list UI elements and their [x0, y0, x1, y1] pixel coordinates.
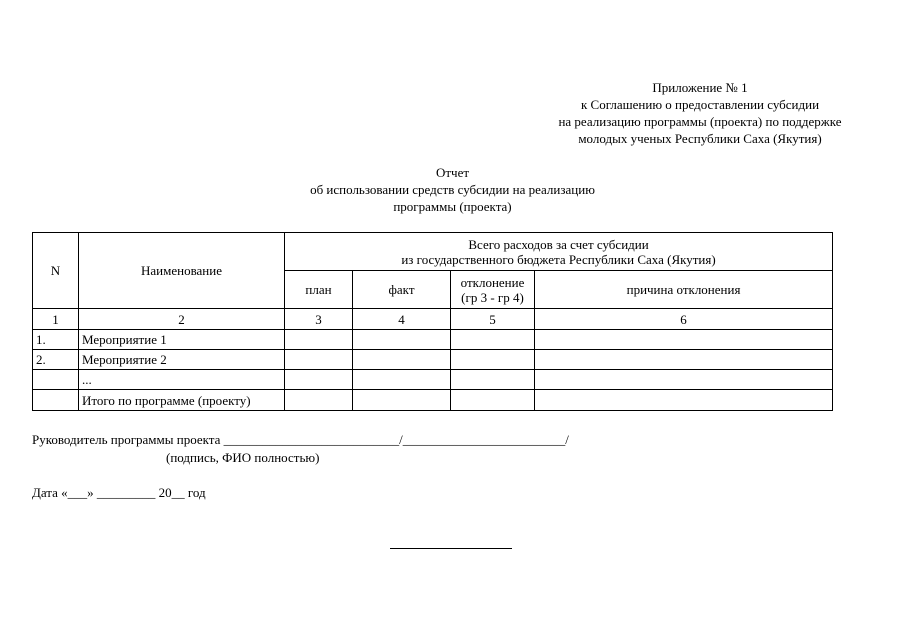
report-title-block: [250, 164, 655, 215]
header-deviation-line: (гр 3 - гр 4): [461, 289, 524, 305]
header-n: N: [33, 233, 79, 309]
row-number: [33, 390, 79, 411]
cell-plan: [285, 350, 353, 370]
cell-deviation: [451, 390, 535, 411]
header-name: Наименование: [79, 233, 285, 309]
cell-plan: [285, 330, 353, 350]
row-number: 2.: [33, 350, 79, 370]
header-plan: план: [285, 271, 353, 309]
appendix-block: [530, 79, 870, 147]
cell-fact: [353, 390, 451, 411]
header-expenses-group: [285, 233, 833, 271]
table-total-row: [33, 390, 833, 411]
column-number: 6: [535, 309, 833, 330]
date-line: Дата «___» _________ 20__ год: [32, 485, 206, 500]
signature-hint: (подпись, ФИО полностью): [166, 450, 320, 465]
signature-line: Руководитель программы проекта ___________________________/_________________________/: [32, 432, 569, 447]
table-row: [33, 370, 833, 390]
header-row: [33, 233, 833, 271]
cell-reason: [535, 390, 833, 411]
appendix-line: к Соглашению о предоставлении субсидии: [580, 97, 820, 112]
row-number: 1.: [33, 330, 79, 350]
header-deviation-line: отклонение: [460, 274, 525, 290]
cell-reason: [535, 370, 833, 390]
cell-deviation: [451, 370, 535, 390]
table-row: [33, 350, 833, 370]
appendix-line: молодых ученых Республики Саха (Якутия): [578, 131, 822, 146]
header-expenses-line: Всего расходов за счет субсидии: [468, 236, 649, 252]
row-name: Мероприятие 2: [79, 350, 285, 370]
bottom-separator-line: [390, 548, 512, 549]
cell-fact: [353, 370, 451, 390]
report-subtitle: программы (проекта): [393, 199, 512, 214]
appendix-title: Приложение № 1: [652, 80, 748, 95]
cell-fact: [353, 350, 451, 370]
cell-deviation: [451, 330, 535, 350]
header-deviation: [451, 271, 535, 309]
column-number: 1: [33, 309, 79, 330]
appendix-line: на реализацию программы (проекта) по поддержке: [558, 114, 842, 129]
row-name: ...: [79, 370, 285, 390]
header-expenses-line: из государственного бюджета Республики Саха (Якутия): [401, 251, 716, 267]
report-subtitle: об использовании средств субсидии на реализацию: [310, 182, 595, 197]
column-number: 3: [285, 309, 353, 330]
row-name: Итого по программе (проекту): [79, 390, 285, 411]
cell-plan: [285, 370, 353, 390]
cell-fact: [353, 330, 451, 350]
cell-reason: [535, 350, 833, 370]
header-reason: причина отклонения: [535, 271, 833, 309]
column-number-row: [33, 309, 833, 330]
cell-plan: [285, 390, 353, 411]
cell-deviation: [451, 350, 535, 370]
row-name: Мероприятие 1: [79, 330, 285, 350]
column-number: 2: [79, 309, 285, 330]
header-fact: факт: [353, 271, 451, 309]
column-number: 4: [353, 309, 451, 330]
table-row: [33, 330, 833, 350]
report-title: Отчет: [435, 165, 470, 180]
row-number: [33, 370, 79, 390]
report-table: [32, 232, 833, 411]
cell-reason: [535, 330, 833, 350]
column-number: 5: [451, 309, 535, 330]
